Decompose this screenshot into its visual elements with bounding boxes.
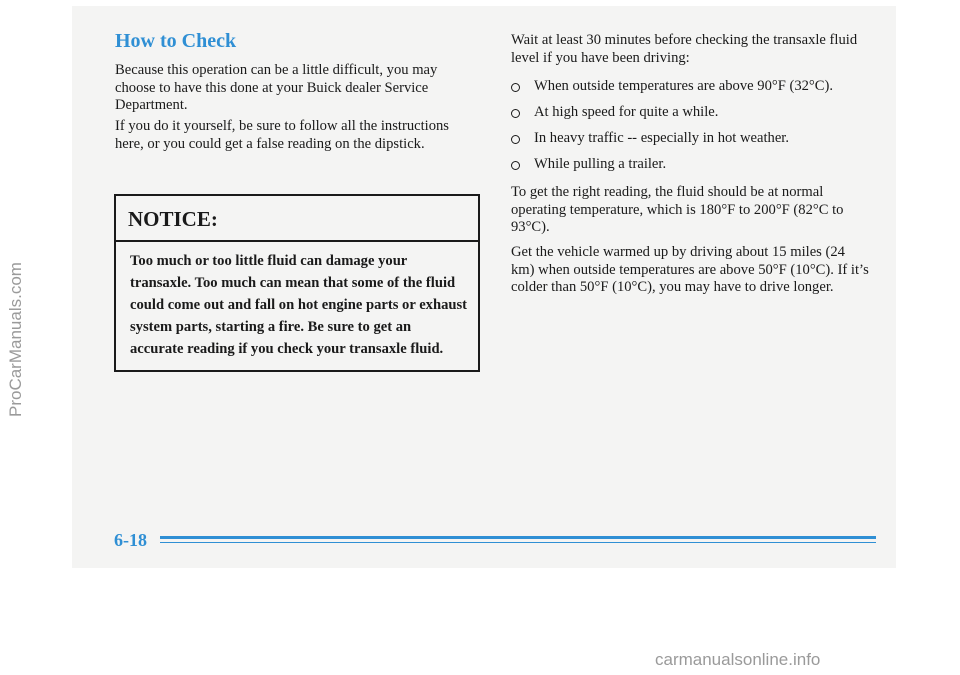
list-item bbox=[511, 78, 881, 104]
list-item-text: When outside temperatures are above 90°F (32°C). bbox=[534, 78, 833, 94]
wait-paragraph: Wait at least 30 minutes before checking the transaxle fluid level if you have been driving: bbox=[511, 32, 858, 66]
notice-box bbox=[114, 194, 480, 372]
list-item-text: In heavy traffic -- especially in hot weather. bbox=[534, 130, 790, 146]
intro-paragraph-1: Because this operation can be a little difficult, you may choose to have this done at your Buick dealer Service Department. bbox=[115, 62, 438, 113]
section-title: How to Check bbox=[115, 30, 237, 52]
bullet-icon bbox=[511, 135, 520, 144]
list-item bbox=[511, 156, 881, 182]
notice-body: Too much or too little fluid can damage your transaxle. Too much can mean that some of the fluid could come out and fall on hot engine parts or exhaust system parts, starting a fire. Be sure to get an accurate reading if you check your transaxle fluid. bbox=[130, 253, 468, 357]
list-item bbox=[511, 130, 881, 156]
bullet-icon bbox=[511, 161, 520, 170]
list-item bbox=[511, 104, 881, 130]
list-item-text: While pulling a trailer. bbox=[534, 156, 667, 172]
bullet-icon bbox=[511, 109, 520, 118]
condition-list bbox=[511, 78, 881, 182]
temperature-paragraph: To get the right reading, the fluid should be at normal operating temperature, which is 180°F to 200°F (82°C to 93°C). bbox=[511, 184, 844, 235]
footer-watermark: carmanualsonline.info bbox=[655, 650, 821, 669]
notice-heading: NOTICE: bbox=[116, 196, 478, 242]
page-number: 6-18 bbox=[114, 530, 147, 550]
bullet-icon bbox=[511, 83, 520, 92]
intro-paragraph-2: If you do it yourself, be sure to follow all the instructions here, or you could get a false reading on the dipstick. bbox=[115, 118, 449, 152]
footer-rule-thin bbox=[160, 542, 876, 543]
list-item-text: At high speed for quite a while. bbox=[534, 104, 719, 120]
footer-rule bbox=[160, 536, 876, 539]
warmup-paragraph: Get the vehicle warmed up by driving about 15 miles (24 km) when outside temperatures are above 50°F (10°C). If it’s colder than 50°F (10°C), you may have to drive longer. bbox=[511, 244, 869, 295]
side-watermark: ProCarManuals.com bbox=[6, 262, 25, 418]
